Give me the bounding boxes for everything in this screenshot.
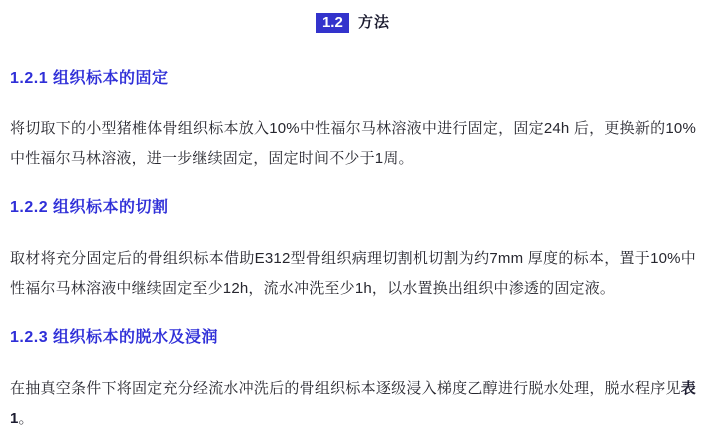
page-title xyxy=(10,13,696,33)
section-heading-1-2-1: 1.2.1 组织标本的固定 xyxy=(10,70,169,87)
section-number-badge: 1.2 xyxy=(316,13,349,33)
paragraph-text: 在抽真空条件下将固定充分经流水冲洗后的骨组织标本逐级浸入梯度乙醇进行脱水处理，脱水程序见 xyxy=(10,380,681,397)
section-paragraph-1-2-2: 取材将充分固定后的骨组织标本借助E312型骨组织病理切割机切割为约7mm 厚度的标本，置于10%中性福尔马林溶液中继续固定至少12h，流水冲洗至少1h，以水置换出组织中渗透的固定液。 xyxy=(10,250,696,297)
section-heading-1-2-2: 1.2.2 组织标本的切割 xyxy=(10,199,169,216)
section-heading-1-2-3: 1.2.3 组织标本的脱水及浸润 xyxy=(10,329,219,346)
section-paragraph-1-2-1: 将切取下的小型猪椎体骨组织标本放入10%中性福尔马林溶液中进行固定，固定24h 后，更换新的10%中性福尔马林溶液，进一步继续固定，固定时间不少于1周。 xyxy=(10,120,696,167)
paragraph-text-end: 。 xyxy=(18,410,34,427)
page-title-label: 方法 xyxy=(358,14,391,32)
section-paragraph-1-2-3 xyxy=(10,374,696,434)
document-page xyxy=(0,13,706,434)
table-1-reference: 表1 xyxy=(10,380,696,427)
